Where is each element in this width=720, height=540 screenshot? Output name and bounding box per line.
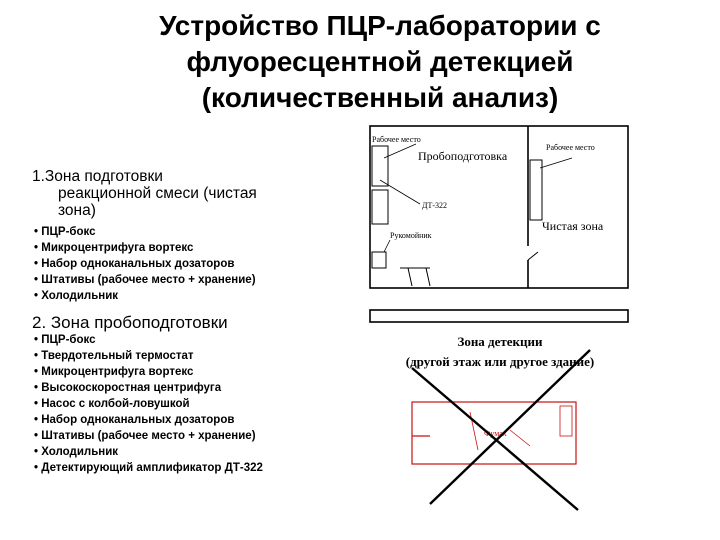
list-item: • Штативы (рабочее место + хранение): [34, 272, 364, 288]
label-sample-prep: Пробоподготовка: [418, 149, 508, 163]
detection-zone-subtitle: (другой этаж или другое здание): [405, 354, 595, 369]
list-item: • Детектирующий амплификатор ДТ-322: [34, 460, 364, 476]
arrow-workplace-left: [384, 144, 416, 158]
section2-heading: 2. Зона пробоподготовки: [32, 313, 228, 332]
door-mark: [528, 252, 538, 260]
list-item: • Набор одноканальных дозаторов: [34, 412, 364, 428]
title-line-1: Устройство ПЦР-лаборатории с: [159, 10, 601, 41]
title-line-2: флуоресцентной детекцией: [186, 46, 574, 77]
label-workplace-left: Рабочее место: [372, 135, 421, 144]
label-fume-hood: Фумах: [484, 429, 507, 438]
list-item: • Насос с колбой-ловушкой: [34, 396, 364, 412]
label-sink: Рукомойник: [390, 231, 432, 240]
section1-heading: [32, 168, 352, 219]
list-item: • Холодильник: [34, 288, 364, 304]
sink-box: [372, 252, 386, 268]
list-item: • Высокоскоростная центрифуга: [34, 380, 364, 396]
slide-title: [80, 8, 680, 116]
arrow-dt322: [380, 180, 420, 204]
section1-heading-line1: 1.Зона подготовки: [32, 168, 163, 185]
section1-equipment-list: [34, 224, 364, 304]
list-item: • Твердотельный термостат: [34, 348, 364, 364]
list-item: • Микроцентрифуга вортекс: [34, 364, 364, 380]
label-workplace-right: Рабочее место: [546, 143, 595, 152]
section2-equipment-list: [34, 332, 364, 476]
lab-floor-plan: [360, 120, 640, 520]
list-item: • ПЦР-бокс: [34, 224, 364, 240]
label-dt322: ДТ-322: [422, 201, 448, 210]
arrow-workplace-right: [540, 158, 572, 168]
title-line-3: (количественный анализ): [201, 82, 559, 113]
list-item: • Микроцентрифуга вортекс: [34, 240, 364, 256]
section1-heading-line2: реакционной смеси (чистая: [58, 185, 257, 202]
separator-bar: [370, 310, 628, 322]
list-item: • Холодильник: [34, 444, 364, 460]
list-item: • Штативы (рабочее место + хранение): [34, 428, 364, 444]
detection-zone-title: Зона детекции: [457, 334, 543, 349]
list-item: • ПЦР-бокс: [34, 332, 364, 348]
arrow-sink: [384, 240, 390, 252]
list-item: • Набор одноканальных дозаторов: [34, 256, 364, 272]
label-clean-zone: Чистая зона: [542, 219, 604, 233]
section1-heading-line3: зона): [58, 202, 96, 219]
